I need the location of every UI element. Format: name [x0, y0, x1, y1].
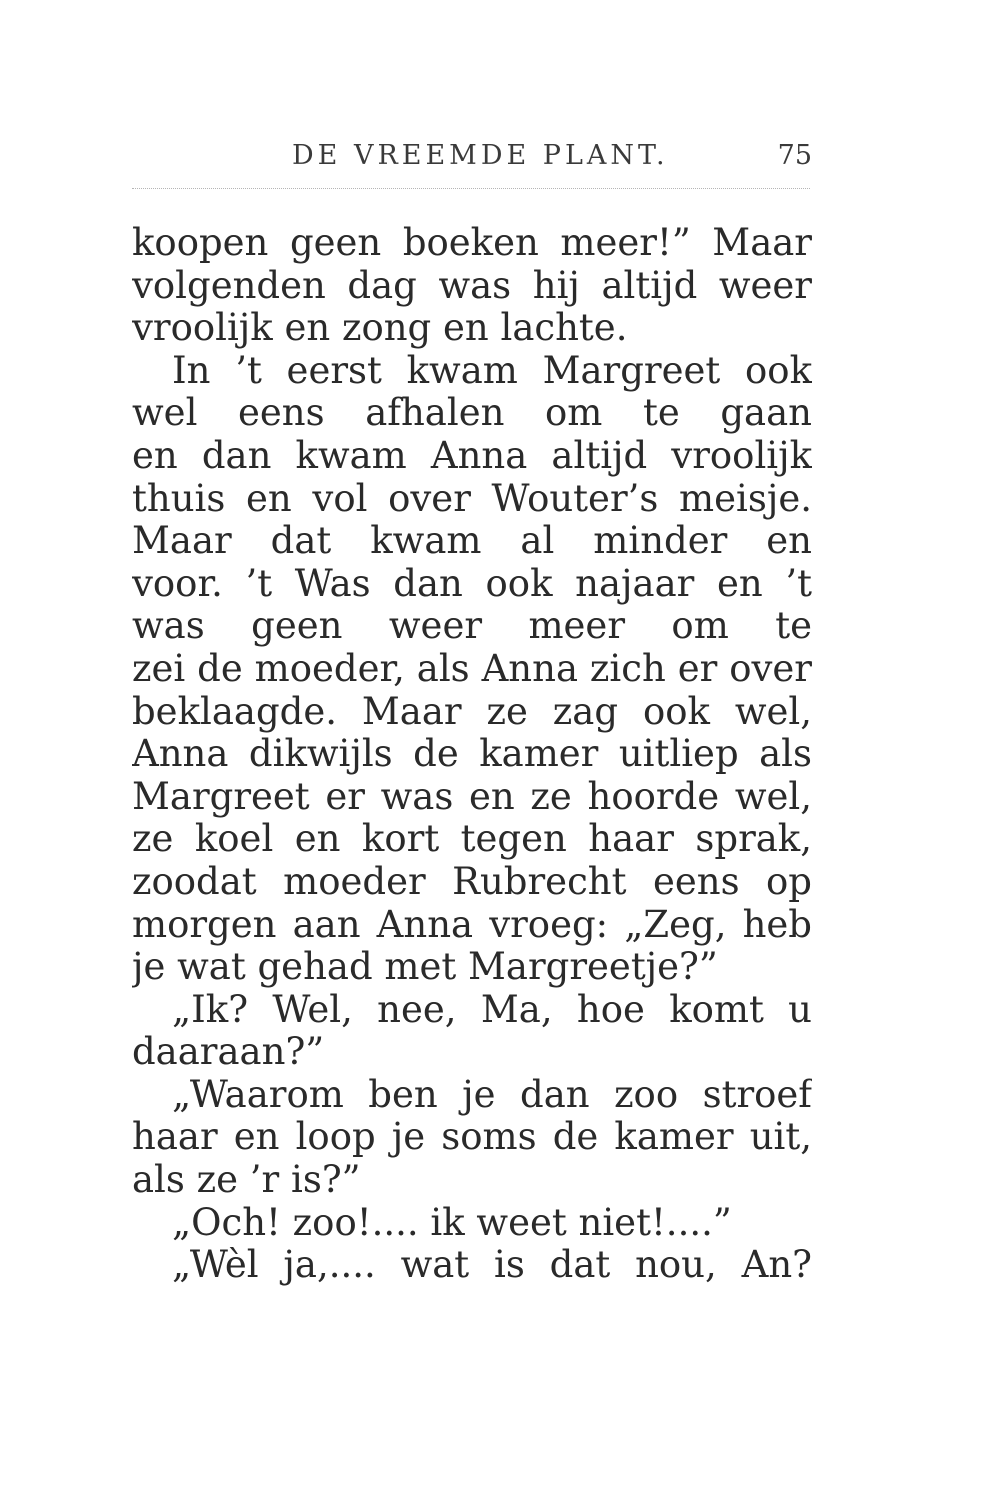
- running-title: DE VREEMDE PLANT.: [292, 140, 669, 171]
- text-line: je wat gehad met Margreetje?”: [132, 946, 718, 989]
- text-line: haar en loop je soms de kamer uit,: [132, 1116, 812, 1159]
- text-line: voor. ’t Was dan ook najaar en ’t: [132, 562, 812, 605]
- text-line: was geen weer meer om te: [132, 605, 812, 648]
- page-number: 75: [777, 140, 812, 171]
- text-line: Maar dat kwam al minder en: [132, 520, 812, 563]
- text-line: koopen geen boeken meer!” Maar: [132, 222, 812, 264]
- text-line: ze koel en kort tegen haar sprak,: [132, 818, 812, 861]
- text-line: beklaagde. Maar ze zag ook wel,: [132, 690, 812, 733]
- text-line: zoodat moeder Rubrecht eens op: [132, 860, 812, 903]
- text-line: „Och! zoo!.... ik weet niet!....”: [172, 1201, 732, 1244]
- text-line: als ze ’r is?”: [132, 1159, 361, 1202]
- running-head: [132, 140, 812, 180]
- text-line: In ’t eerst kwam Margreet ook: [172, 349, 812, 392]
- text-line: „Wèl ja,.... wat is dat nou, An?: [172, 1244, 812, 1287]
- text-line: wel eens afhalen om te gaan: [132, 392, 812, 435]
- text-line: vroolijk en zong en lachte.: [132, 307, 628, 350]
- text-line: en dan kwam Anna altijd vroolijk: [132, 434, 812, 477]
- text-line: „Ik? Wel, nee, Ma, hoe komt u: [172, 988, 812, 1031]
- text-line: daaraan?”: [132, 1031, 325, 1074]
- text-line: morgen aan Anna vroeg: „Zeg, heb: [132, 903, 812, 946]
- text-line: „Waarom ben je dan zoo stroef: [172, 1073, 812, 1116]
- text-line: Margreet er was en ze hoorde wel,: [132, 775, 812, 818]
- header-rule: [132, 188, 810, 189]
- text-line: volgenden dag was hij altijd weer: [132, 264, 812, 307]
- text-line: Anna dikwijls de kamer uitliep als: [132, 733, 812, 776]
- text-line: zei de moeder, als Anna zich er over: [132, 647, 812, 690]
- text-line: thuis en vol over Wouter’s meisje.: [132, 477, 812, 520]
- body-text: [132, 222, 812, 1287]
